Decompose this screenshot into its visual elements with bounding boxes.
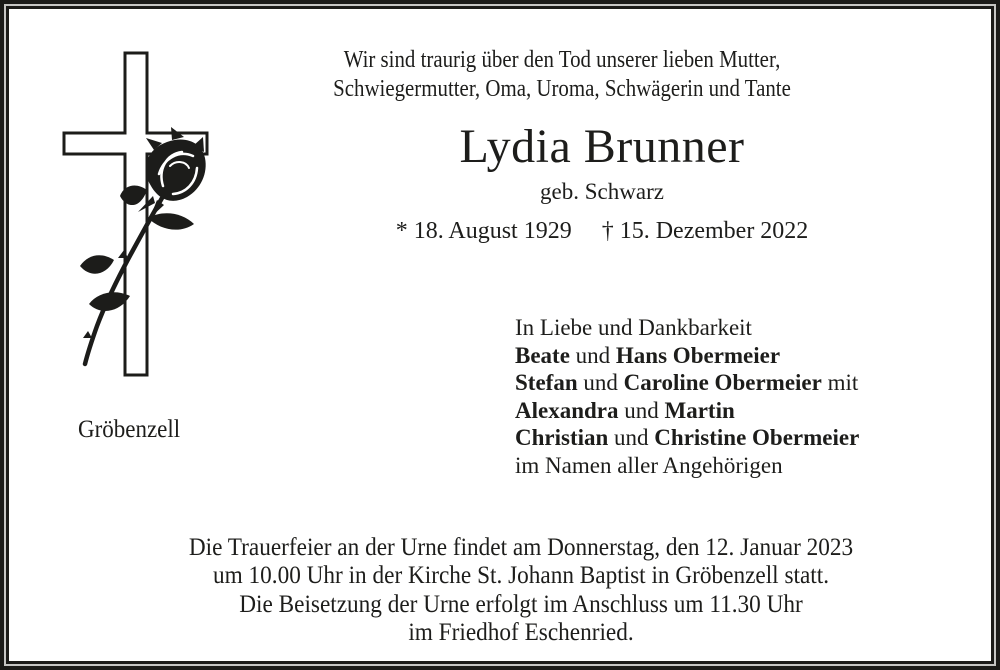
funeral-line-2: um 10.00 Uhr in der Kirche St. Johann Baptist in Gröbenzell statt. (212, 562, 830, 590)
mourner-line (515, 424, 955, 452)
mourner-name: Alexandra (515, 397, 619, 423)
intro-line-1: Wir sind traurig über den Tod unserer lieben Mutter, (343, 47, 781, 73)
birth-date: * 18. August 1929 (395, 218, 572, 244)
mourner-connector: und (618, 397, 665, 423)
location-label: Gröbenzell (78, 416, 181, 443)
mourner-connector: und (569, 342, 616, 368)
mourner-name: Stefan (515, 370, 578, 395)
mourner-name: Hans Obermeier (615, 342, 781, 368)
mourners-block (515, 314, 955, 479)
deceased-name: Lydia Brunner (459, 120, 745, 173)
mourner-line (515, 397, 955, 425)
funeral-line-1: Die Trauerfeier an der Urne findet am Donnerstag, den 12. Januar 2023 (188, 534, 854, 561)
mourner-name: Beate (515, 342, 570, 368)
life-dates (302, 216, 902, 246)
mourner-name: Caroline Obermeier (623, 370, 822, 395)
condolence-intro: In Liebe und Dankbarkeit (515, 315, 752, 340)
mourner-suffix: mit (821, 370, 859, 395)
mourner-line (515, 369, 955, 397)
maiden-name: geb. Schwarz (540, 179, 664, 204)
mourner-name: Martin (664, 397, 735, 423)
intro-line-2: Schwiegermutter, Oma, Uroma, Schwägerin und Tante (333, 76, 791, 102)
mourner-name: Christian (515, 425, 609, 450)
mourner-connector: und (577, 370, 624, 395)
death-date: † 15. Dezember 2022 (601, 218, 809, 244)
intro-message (258, 46, 867, 104)
cross-with-rose-icon (58, 46, 210, 382)
mourner-line (515, 342, 955, 370)
mourner-name: Christine Obermeier (654, 425, 860, 450)
funeral-line-4: im Friedhof Eschenried. (408, 619, 634, 647)
funeral-info (56, 534, 986, 648)
condolence-outro: im Namen aller Angehörigen (515, 452, 783, 478)
mourner-connector: und (608, 425, 655, 450)
funeral-line-3: Die Beisetzung der Urne erfolgt im Anschluss um 11.30 Uhr (239, 590, 803, 618)
